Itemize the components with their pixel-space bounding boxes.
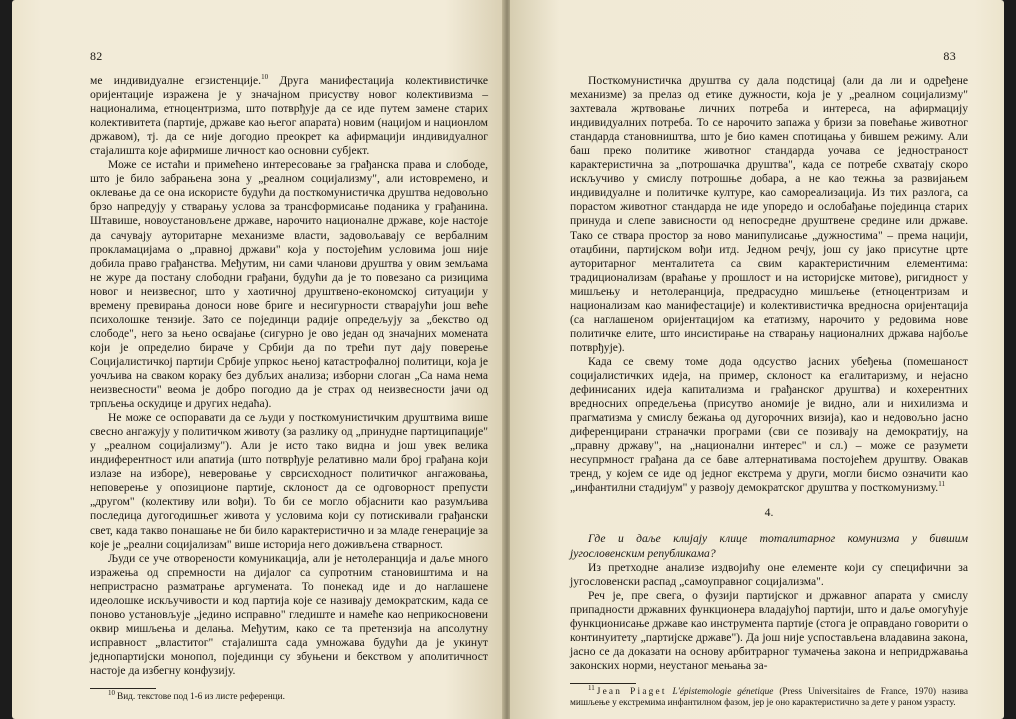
footnote-divider [570,683,636,684]
footnote: $^{11}$ Jean Piaget L'épistemologie génetique (Press Universitaires de France, 1970) назива мишљење у екстремима инфантилном фазом, јер је оно карактеристично за дете у раном узрасту. [570,683,969,709]
footnote-ref: 11 [938,480,945,489]
page-number-right: 83 [943,49,956,63]
footnote-ref: 10 [261,73,269,82]
paragraph: Из претходне анализе издвојићу оне елементе који су специфични за југословенски распад „самоуправног социјализма". [570,560,968,588]
paragraph: Не може се оспоравати да се људи у посткомунистичким друштвима више свесно ангажују у политичком животу (за разлику од „принудне партиципације" у „реалном социјализму"). Али је исто тако видна и још увек велика индиферентност или апатија (што потврђује релативно мали број грађана који излазе на изборе), неверовање у сврсисходност политичког ангажовања, неповерење у опозиционе партије, склоност да се одговорност препусти „другом" (колективу или вођи). То би се могло објаснити као разумљива последица дугогодишњег живота у условима који су потискивали грађански свет, када такво понашање не би било карактеристично и за младе генерације за које је „реални социјализам" више историја него доживљена стварност. [90,411,488,551]
page-number-left: 82 [90,49,103,63]
paragraph: Може се истаћи и примећено интересовање за грађанска права и слободе, што је било забрањена зона у „реалном социјализму", али истовремено, и оклевање да се она искористе будући да посткомунистичка друштва недовољно брзо напредују у стварању услова за трансформисање поданика у грађанина. Штавише, новоустановљене државе, нарочито националне државе, које настоје да сачувају ауторитарне механизме власти, задовољавају се вербалним прокламацијама о „правној држави" која у постојећим условима још није добила право грађанства. Међутим, ни сами чланови друштва у овим земљама не журе да постану слободни грађани, будући да је то повезано са ризицима новог и неизвесног, што у хаотичној друштвено-економској ситуацији у времену превирања доноси нове бриге и несигурности стварајући још веће психолошке тензије. Зато се појединци радије опредељују за „бекство од слободе", него за њено освајање (сигурно је ово један од значајних момената који је определио бираче у Србији да по трећи пут дају поверење Социјалистичкој партији Србије упркос њеној катастрофалној политици, која је уочљива на сваком кораку без дубљих анализа; изборни слоган „Са нама нема неизвесности" веома је добро погодио да је страх од неизвесности јачи од трпљења оскудице и других недаћа). [90,158,488,411]
left-page-body [90,74,488,703]
right-page [510,0,1004,719]
left-page [12,0,504,719]
footnote-divider [90,688,156,689]
section-heading: Где и даље клијају клице тоталитарног комунизма у бившим југословенским републикама? [570,532,968,560]
paragraph: Када се свему томе дода одсуство јасних убеђења (помешаност социјалистичких идеја, на пример, склоност ка егалитаризму, и нејасно дефинисаних идеја капитализма и грађанског друштва) и кохерентних вредносних опредељења (присутво аномије је видно, али и нихилизма и прагматизма у смислу бежања од дугорочних визија), као и недовољно јасно диференцирани страначки програми (сви се позивају на демократију, на „правну државу", на „национални интерес" и сл.) – може се разумети несупрмност грађана да се баве алтернативама постојећем друштву. Овакав тренд, у којем се иде од једног екстрема у други, могли бисмо означити као „инфантилни стадијум" у развоју демократског друштва у посткомунизму.$^{11}$ [570,354,968,495]
right-page-body [570,74,968,710]
paragraph: ме индивидуалне егзистенције.$^{10}$ Друга манифестација колективистичке оријентације изражена је у значајном присуству новог колективизма – националима, етноцентризма, што потврђује да се иде путем замене старих колективитета (партије, државе као његог апарата) новим (нацијом и национлом државом), тј. да се није догодио преокрет ка афирмацији индивидуалног стајалишта које афирмише личност као основни субјект. [90,73,488,158]
paragraph: Реч је, пре свега, о фузији партијског и државног апарата у смислу припадности државних функционера владајућој партији, што и даље омогућује функционисање државе као инструмента партије (стога је оправдано говорити о континуитету „партијске државе"). Да још није успостављена владавина закона, јасно се да доказати на основу арбитрарног тумачења закона и непридржавања законских норми, неустаног мењања за- [570,588,968,672]
paragraph: Људи се уче отворености комуникација, али је нетолеранција и даље много изражења од спремности на дијалог са супротним становиштима и на непристрасно разматрање аргумената. То понекад иде и до наглашене идеолошке искључивости и код партија које се називају демократским, када се поново установљује „једино исправно" гледиште и намеће као неприкосновени оквир мишљења и делања. Међутим, како се та претензија на апсолутну исправност „властитог" стајалишта сада умножава будући да је укинут једнопартијски монопол, појединци су збуњени и бекством у аполитичност настоје да избегну конфузију. [90,551,488,677]
paragraph: Посткомунистичка друштва су дала подстицај (али да ли и одређене механизме) за прелаз од етике дужности, која је у „реалном социјализму" захтевала жртвовање личних потреба и интереса, на афирмацију индивидуалних потреба. То се нарочито запажа у бризи за повећање животног стандарда становништва, што је био камен спотицања у бившем режиму. Али баш преко политике животног стандарда уочава се једностраност карактеристична за „потрошачка друштва", када се потребе схватају скоро искључиво у смислу потрошње добара, а не као тежња за развијањем индивидуалне и политичке културе, као самореализација. Из тих разлога, са порастом животног стандарда не иде упоредо и ослобађање појединца старих принуда и слепе зависности од непосредне друштвене средине или државе. Тако се ствара простор за ново манипулисање „дужностима" – према нацији, отаџбини, партијском вођи итд. Једном речју, још су јако присутне црте ауторитарног менталитета са свим карактеристичним елементима: традиционализам (враћање у прошлост и на историјске митове), ригидност у мишљењу и нетолеранција, предрасудно мишљење (етноцентризам и национализам као манифестације) и колективистичка вредносна оријентација (са наглашеном оријентацијом ка етатизму, нарочито у редовима нове политичке елите, што инсистирање на стварању националних држава најбоље потврђује). [570,74,968,354]
section-number: 4. [764,506,774,520]
footnote: $^{10}$ Вид. текстове под 1-6 из листе референци. [108,688,285,703]
